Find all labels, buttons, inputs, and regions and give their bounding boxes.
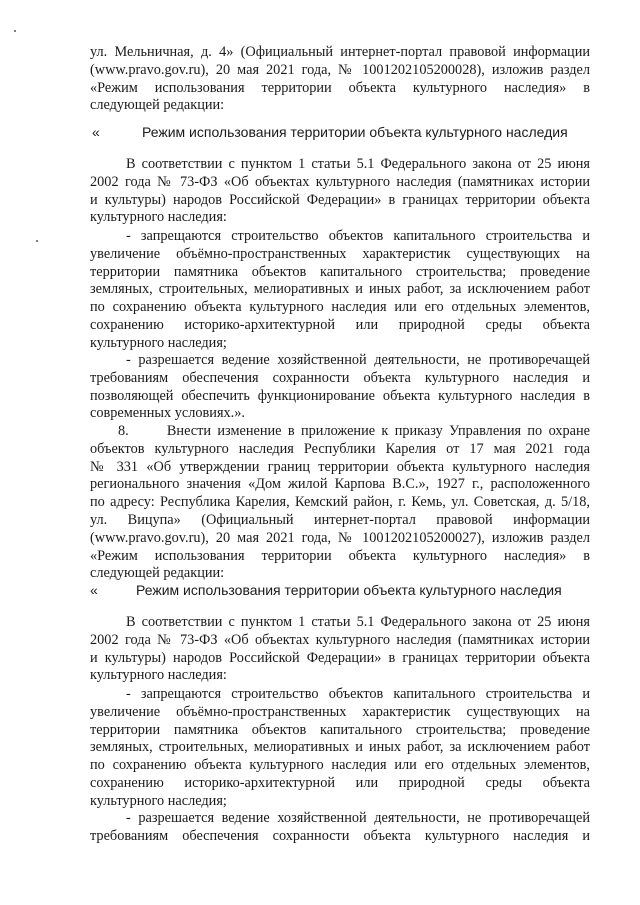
- text-line: и культуры) народов Российской Федерации» в границах территории объекта: [90, 191, 590, 208]
- text-line: увеличение объёмно-пространственных характеристик существующих на: [90, 703, 590, 720]
- text-line: - разрешается ведение хозяйственной деятельности, не противоречащей: [126, 810, 590, 826]
- text-line: В соответствии с пунктом 1 статьи 5.1 Федерального закона от 25 июня: [126, 614, 590, 630]
- text-line: требованиям обеспечения сохранности объекта культурного наследия и: [90, 369, 590, 386]
- quote-mark: «: [92, 124, 100, 140]
- text-line: культурного наследия:: [90, 667, 227, 684]
- scan-speck: [36, 240, 38, 242]
- text-line: ул. Мельничная, д. 4» (Официальный интернет-портал правовой информации: [90, 44, 590, 60]
- text-line: земляных, строительных, мелиоративных и иных работ, за исключением работ: [90, 739, 590, 756]
- text-line: по сохранению объекта культурного наследия или его отдельных элементов,: [90, 299, 590, 316]
- paragraph-item-8: [90, 423, 590, 583]
- text-line: (www.pravo.gov.ru), 20 мая 2021 года, № 1001202105200027), изложив раздел: [90, 529, 590, 546]
- paragraph: [90, 228, 590, 353]
- text-line: (www.pravo.gov.ru), 20 мая 2021 года, № 1001202105200028), изложив раздел: [90, 61, 590, 78]
- text-line: «Режим использования территории объекта культурного наследия» в: [90, 79, 590, 96]
- paragraph: [90, 156, 590, 227]
- text-line: «Режим использования территории объекта культурного наследия» в: [90, 547, 590, 564]
- text-line: по сохранению объекта культурного наследия или его отдельных элементов,: [90, 757, 590, 774]
- text-line: культурного наследия;: [90, 792, 227, 809]
- paragraph: [90, 686, 590, 811]
- text-line: объектов культурного наследия Республики Карелия от 17 мая 2021 года: [90, 440, 590, 457]
- text-line: требованиям обеспечения сохранности объекта культурного наследия и: [90, 827, 590, 844]
- text-line: по адресу: Республика Карелия, Кемский район, г. Кемь, ул. Советская, д. 5/18,: [90, 494, 590, 511]
- scan-speck: [14, 30, 16, 32]
- text-line: регионального значения «Дом жилой Карпова В.С.», 1927 г., расположенного: [90, 476, 590, 493]
- text-line: сохранению историко-архитектурной или природной среды объекта: [90, 316, 590, 333]
- text-line: следующей редакции:: [90, 565, 225, 582]
- text-line: земляных, строительных, мелиоративных и иных работ, за исключением работ: [90, 281, 590, 298]
- text-line: территории памятника объектов капитального строительства; проведение: [90, 721, 590, 738]
- text-line: 2002 года № 73-ФЗ «Об объектах культурного наследия (памятниках истории: [90, 631, 590, 648]
- text-line: увеличение объёмно-пространственных характеристик существующих на: [90, 245, 590, 262]
- paragraph: [90, 614, 590, 685]
- text-line: В соответствии с пунктом 1 статьи 5.1 Федерального закона от 25 июня: [126, 156, 590, 172]
- text-line: культурного наследия:: [90, 209, 227, 226]
- text-line: - запрещаются строительство объектов капитального строительства и: [126, 228, 590, 244]
- quote-mark: «: [90, 582, 98, 598]
- paragraph-7-continuation: [90, 44, 590, 115]
- paragraph: [90, 810, 590, 846]
- text-line: ул. Вицупа» (Официальный интернет-портал правовой информации: [90, 511, 590, 528]
- paragraph: [90, 352, 590, 423]
- section-heading: Режим использования территории объекта культурного наследия: [136, 582, 562, 598]
- text-line: следующей редакции:: [90, 97, 225, 114]
- text-line: - разрешается ведение хозяйственной деятельности, не противоречащей: [126, 352, 590, 368]
- section-heading: Режим использования территории объекта культурного наследия: [142, 124, 568, 140]
- text-line: 2002 года № 73-ФЗ «Об объектах культурного наследия (памятниках истории: [90, 173, 590, 190]
- text-line: современных условиях.».: [90, 405, 245, 422]
- text-line: сохранению историко-архитектурной или природной среды объекта: [90, 774, 590, 791]
- text-line: 8. Внести изменение в приложение к приказу Управления по охране: [118, 423, 590, 439]
- text-line: - запрещаются строительство объектов капитального строительства и: [126, 686, 590, 702]
- text-line: позволяющей обеспечить функционирование объекта культурного наследия в: [90, 387, 590, 404]
- text-line: территории памятника объектов капитального строительства; проведение: [90, 263, 590, 280]
- text-line: № 331 «Об утверждении границ территории объекта культурного наследия: [90, 458, 590, 475]
- text-line: культурного наследия;: [90, 334, 227, 351]
- text-line: и культуры) народов Российской Федерации» в границах территории объекта: [90, 649, 590, 666]
